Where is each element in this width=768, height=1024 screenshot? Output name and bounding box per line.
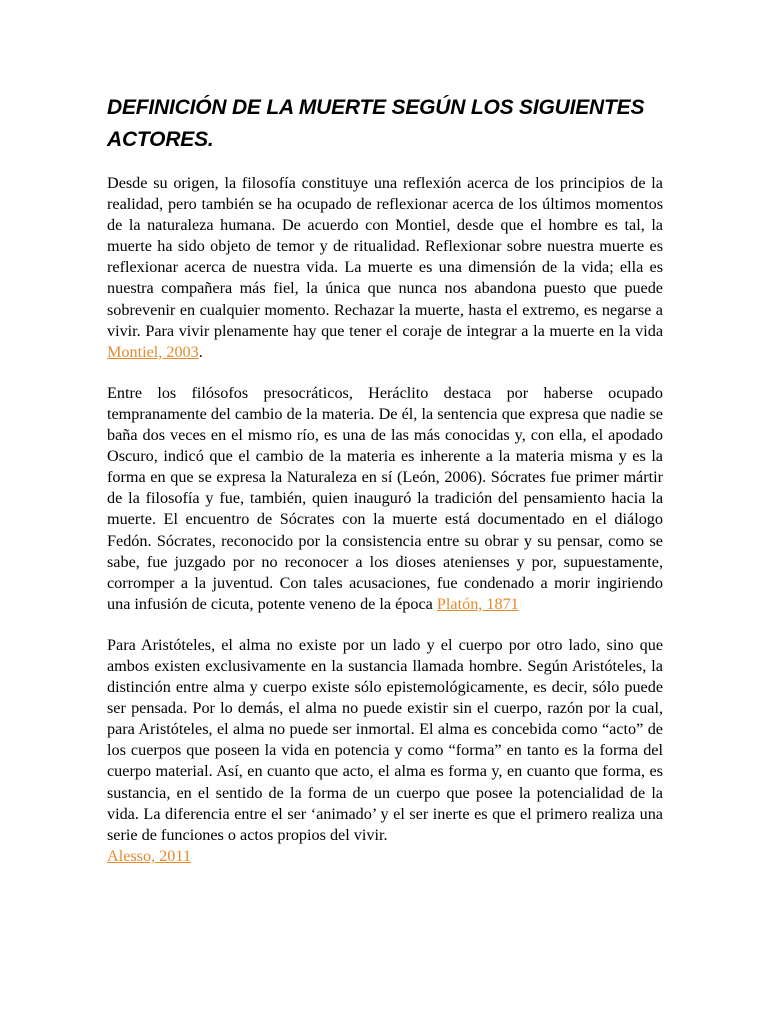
- document-page: [107, 92, 663, 887]
- citation-link-alesso[interactable]: Alesso, 2011: [107, 846, 191, 865]
- citation-link-montiel[interactable]: Montiel, 2003: [107, 342, 199, 361]
- paragraph-text: Entre los filósofos presocráticos, Heráclito destaca por haberse ocupado tempranamente del cambio de la materia. De él, la sentencia que expresa que nadie se baña dos veces en el mismo río, es una de las más conocidas y, con ella, el apodado Oscuro, indicó que el cambio de la materia es inherente a la materia misma y es la forma en que se expresa la Naturaleza en sí (León, 2006). Sócrates fue primer mártir de la filosofía y fue, también, quien inauguró la tradición del pensamiento hacia la muerte. El encuentro de Sócrates con la muerte está documentado en el diálogo Fedón. Sócrates, reconocido por la consistencia entre su obrar y su pensar, como se sabe, fue juzgado por no reconocer a los dioses atenienses y por, supuestamente, corromper a la juventud. Con tales acusaciones, fue condenado a morir ingiriendo una infusión de cicuta, potente veneno de la época: [107, 383, 663, 613]
- paragraph-text: Desde su origen, la filosofía constituye una reflexión acerca de los principios de la realidad, pero también se ha ocupado de reflexionar acerca de los últimos momentos de la naturaleza humana. De acuerdo con Montiel, desde que el hombre es tal, la muerte ha sido objeto de temor y de ritualidad. Reflexionar sobre nuestra muerte es reflexionar acerca de nuestra vida. La muerte es una dimensión de la vida; ella es nuestra compañera más fiel, la única que nunca nos abandona puesto que puede sobrevenir en cualquier momento. Rechazar la muerte, hasta el extremo, es negarse a vivir. Para vivir plenamente hay que tener el coraje de integrar a la muerte en la vida: [107, 174, 663, 340]
- citation-link-platon[interactable]: Platón, 1871: [436, 594, 519, 613]
- paragraph-suffix: .: [198, 342, 203, 361]
- paragraph-aristoteles: [107, 635, 663, 867]
- paragraph-text: Para Aristóteles, el alma no existe por un lado y el cuerpo por otro lado, sino que ambos existen exclusivamente en la sustancia llamada hombre. Según Aristóteles, la distinción entre alma y cuerpo existe sólo epistemológicamente, es decir, sólo puede ser pensada. Por lo demás, el alma no puede existir sin el cuerpo, razón por la cual, para Aristóteles, el alma no puede ser inmortal. El alma es concebida como “acto” de los cuerpos que poseen la vida en potencia y como “forma” en tanto es la forma del cuerpo material. Así, en cuanto que acto, el alma es forma y, en cuanto que forma, es sustancia, en el sentido de la forma de un cuerpo que posee la potencialidad de la vida. La diferencia entre el ser ‘animado’ y el ser inerte es que el primero realiza una serie de funciones o actos propios del vivir.: [107, 635, 663, 844]
- paragraph-montiel: [107, 173, 663, 363]
- paragraph-heraclito-socrates: [107, 383, 663, 615]
- document-title: DEFINICIÓN DE LA MUERTE SEGÚN LOS SIGUIENTES ACTORES.: [107, 96, 645, 151]
